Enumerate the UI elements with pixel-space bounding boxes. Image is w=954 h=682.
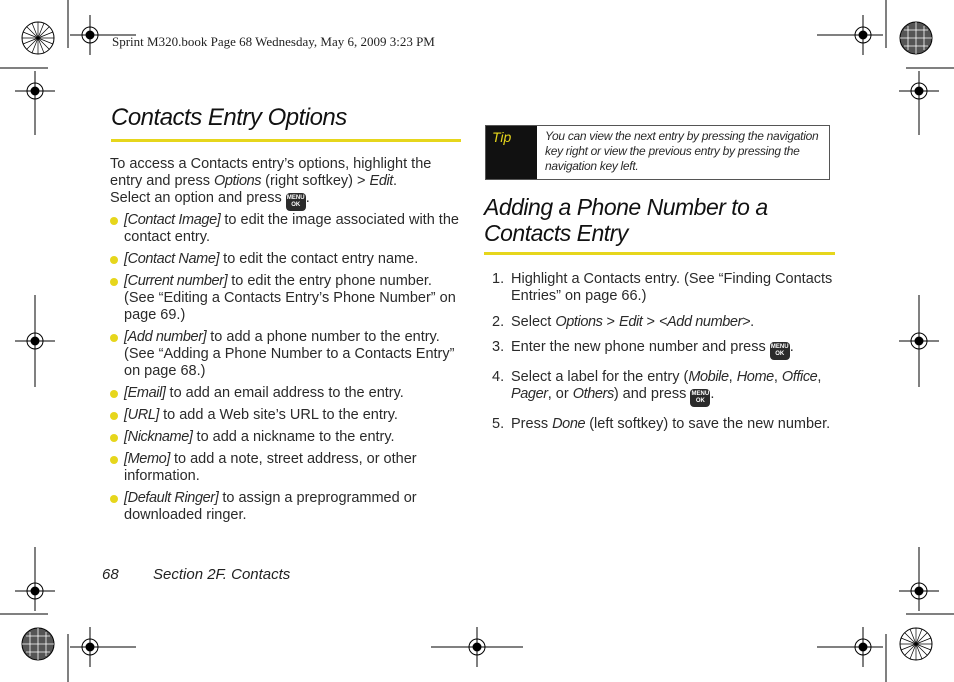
- crosshair-icon: [431, 627, 523, 667]
- list-item: 4. Select a label for the entry (Mobile, Home, Office, Pager, or Others) and press MENU OK .: [485, 369, 835, 407]
- list-item: 3. Enter the new phone number and press MENU OK .: [485, 339, 835, 360]
- steps-list: [485, 271, 835, 433]
- tip-text: You can view the next entry by pressing the navigation key right or view the previous entry by pressing the navigation key left.: [545, 129, 819, 173]
- bullet-icon: [110, 256, 118, 264]
- registration-grid-icon: [900, 22, 932, 54]
- bullet-icon: [110, 495, 118, 503]
- list-item: [URL] to add a Web site’s URL to the entry.: [110, 407, 462, 424]
- crosshair-icon: [899, 71, 939, 135]
- title-rule: [111, 139, 461, 142]
- list-item: [Default Ringer] to assign a preprogrammed or downloaded ringer.: [110, 490, 462, 524]
- list-item: [Contact Image] to edit the image associated with the contact entry.: [110, 212, 462, 246]
- section-title: Adding a Phone Number to a Contacts Entry: [484, 194, 768, 246]
- crosshair-icon: [70, 627, 136, 667]
- page-number: 68: [102, 566, 119, 583]
- bullet-icon: [110, 390, 118, 398]
- list-item: [Nickname] to add a nickname to the entry.: [110, 429, 462, 446]
- bullet-icon: [110, 334, 118, 342]
- list-item: 2. Select Options > Edit > <Add number>.: [492, 314, 755, 330]
- crosshair-icon: [817, 627, 883, 667]
- list-item: 5. Press Done (left softkey) to save the new number.: [492, 416, 831, 432]
- list-item: [Current number] to edit the entry phone number. (See “Editing a Contacts Entry’s Phone Number” on page 69.): [110, 273, 462, 324]
- print-header: Sprint M320.book Page 68 Wednesday, May 6, 2009 3:23 PM: [112, 34, 435, 49]
- crosshair-icon: [817, 15, 883, 55]
- list-item: [Email] to add an email address to the entry.: [110, 385, 462, 402]
- menu-ok-key-icon: MENU OK: [690, 389, 710, 407]
- bullet-icon: [110, 456, 118, 464]
- menu-ok-key-icon: MENU OK: [286, 193, 306, 211]
- options-list: [110, 212, 462, 524]
- crosshair-icon: [15, 71, 55, 135]
- crosshair-icon: [15, 295, 55, 387]
- list-item: [Memo] to add a note, street address, or other information.: [110, 451, 462, 485]
- crosshair-icon: [15, 547, 55, 611]
- bullet-icon: [110, 434, 118, 442]
- registration-grid-icon: [22, 628, 54, 660]
- tip-label: Tip: [486, 126, 537, 179]
- registration-sunburst-icon: [900, 628, 932, 660]
- list-item: [Contact Name] to edit the contact entry name.: [110, 251, 462, 268]
- intro-paragraph: To access a Contacts entry’s options, highlight the entry and press Options (right softkey) > Edit. Select an option and press MENU OK .: [110, 156, 460, 211]
- bullet-icon: [110, 217, 118, 225]
- registration-sunburst-icon: [22, 22, 54, 54]
- crosshair-icon: [899, 295, 939, 387]
- section-label: Section 2F. Contacts: [153, 566, 291, 583]
- list-item: [Add number] to add a phone number to the entry. (See “Adding a Phone Number to a Contacts Entry” on page 68.): [110, 329, 462, 380]
- bullet-icon: [110, 278, 118, 286]
- crosshair-icon: [899, 547, 939, 611]
- page-title: Contacts Entry Options: [111, 104, 347, 131]
- section-title-rule: [484, 252, 835, 255]
- bullet-icon: [110, 412, 118, 420]
- list-item: 1. Highlight a Contacts entry. (See “Finding Contacts Entries” on page 66.): [492, 271, 833, 304]
- tip-box: [485, 125, 830, 180]
- menu-ok-key-icon: MENU OK: [770, 342, 790, 360]
